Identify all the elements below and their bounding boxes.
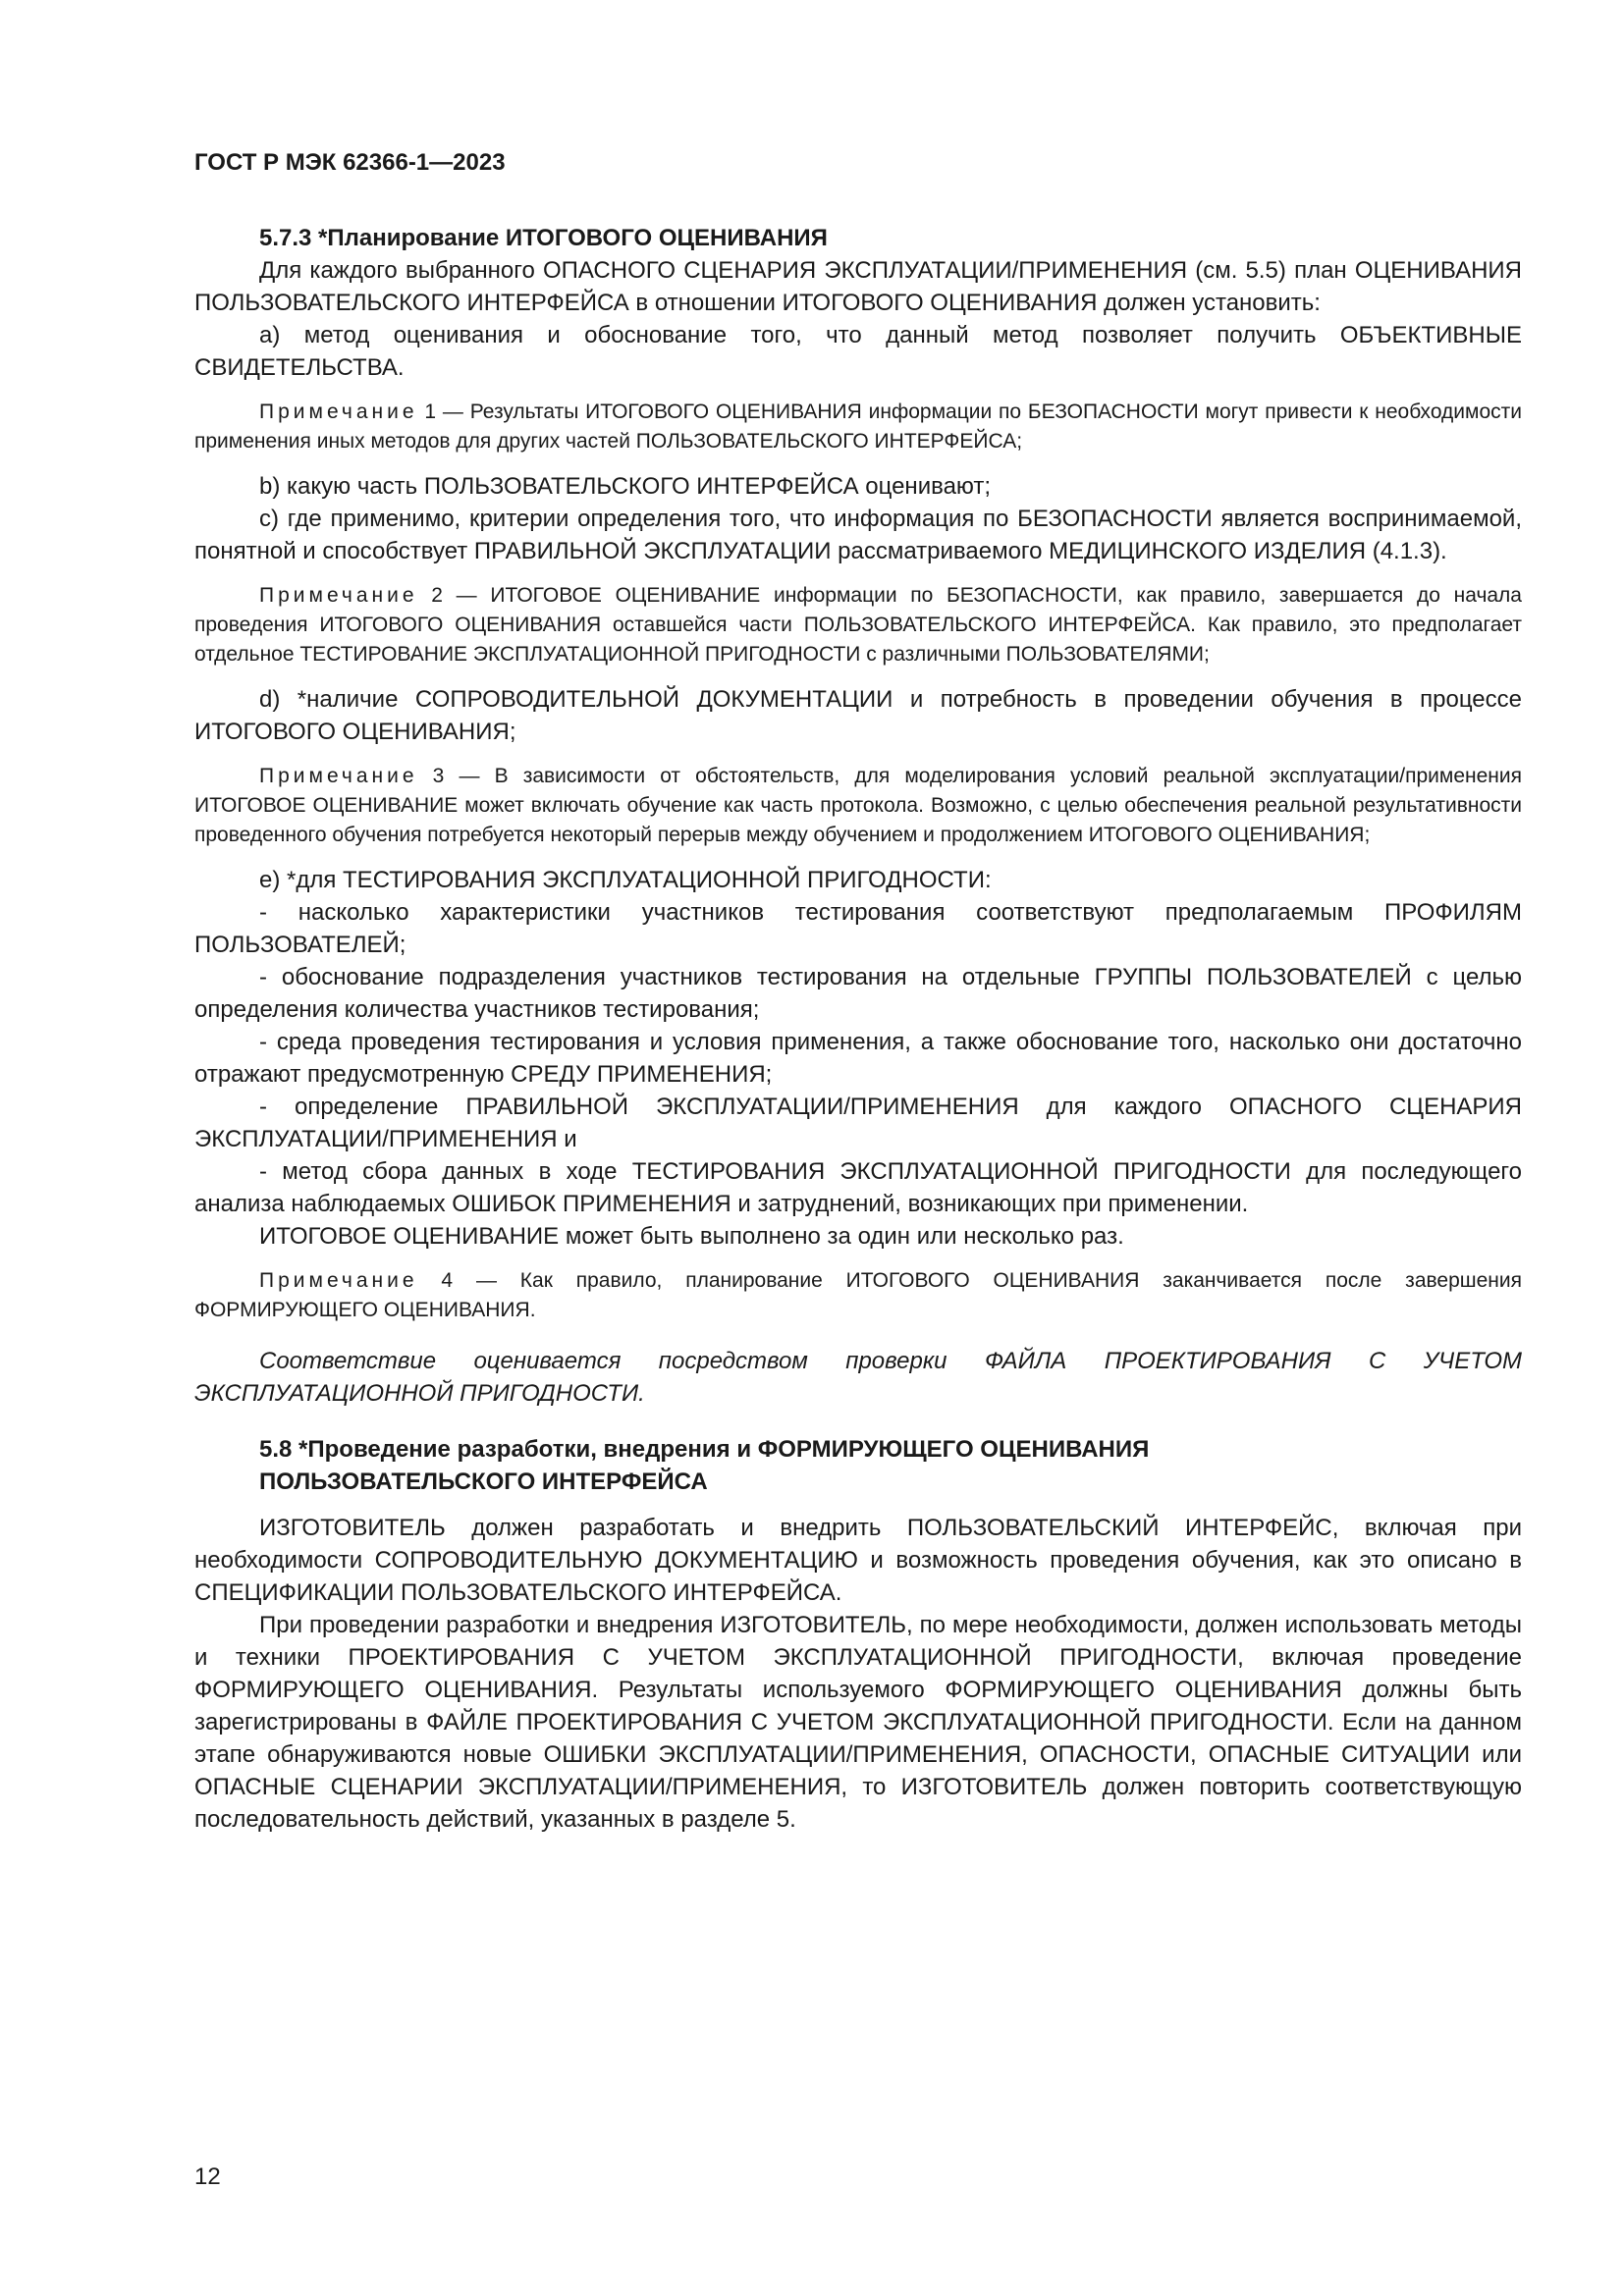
paragraph: ИЗГОТОВИТЕЛЬ должен разработать и внедрить ПОЛЬЗОВАТЕЛЬСКИЙ ИНТЕРФЕЙС, включая при необходимости СОПРОВОДИТЕЛЬНУЮ ДОКУМЕНТАЦИЮ и возможность проведения обучения, как это описано в СПЕЦИФИКАЦИИ ПОЛЬЗОВАТЕЛЬСКОГО ИНТЕРФЕЙСА. — [194, 1515, 1522, 1606]
page-number: 12 — [194, 2163, 221, 2190]
note-label: Примечание — [259, 1269, 418, 1292]
section-title-line: ПОЛЬЗОВАТЕЛЬСКОГО ИНТЕРФЕЙСА — [259, 1468, 708, 1495]
list-subitem: - метод сбора данных в ходе ТЕСТИРОВАНИЯ ЭКСПЛУАТАЦИОННОЙ ПРИГОДНОСТИ для последующего анализа наблюдаемых ОШИБОК ПРИМЕНЕНИЯ и затруднений, возникающих при применении. — [194, 1158, 1522, 1217]
note-text: 3 — В зависимости от обстоятельств, для моделирования условий реальной эксплуатации/применения ИТОГОВОЕ ОЦЕНИВАНИЕ может включать обучение как часть протокола. Возможно, с целью обеспечения реальной результативности проведенного обучения потребуется некоторый перерыв между обучением и продолжением ИТОГОВОГО ОЦЕНИВАНИЯ; — [194, 765, 1522, 846]
note-3 — [194, 762, 1522, 850]
paragraph: Для каждого выбранного ОПАСНОГО СЦЕНАРИЯ ЭКСПЛУАТАЦИИ/ПРИМЕНЕНИЯ (см. 5.5) план ОЦЕНИВАНИЯ ПОЛЬЗОВАТЕЛЬСКОГО ИНТЕРФЕЙСА в отношении ИТОГОВОГО ОЦЕНИВАНИЯ должен установить: — [194, 257, 1522, 316]
list-subitem: - насколько характеристики участников тестирования соответствуют предполагаемым ПРОФИЛЯМ ПОЛЬЗОВАТЕЛЕЙ; — [194, 899, 1522, 958]
section-title-line: 5.8 *Проведение разработки, внедрения и ФОРМИРУЮЩЕГО ОЦЕНИВАНИЯ — [259, 1436, 1150, 1463]
note-4 — [194, 1266, 1522, 1325]
note-1 — [194, 398, 1522, 456]
note-label: Примечание — [259, 584, 418, 607]
document-id-header: ГОСТ Р МЭК 62366-1—2023 — [194, 149, 506, 176]
list-subitem: - среда проведения тестирования и условия применения, а также обоснование того, насколько они достаточно отражают предусмотренную СРЕДУ ПРИМЕНЕНИЯ; — [194, 1029, 1522, 1088]
section-5-7-3-title: 5.7.3 *Планирование ИТОГОВОГО ОЦЕНИВАНИЯ — [259, 225, 828, 251]
list-item-c: c) где применимо, критерии определения того, что информация по БЕЗОПАСНОСТИ является воспринимаемой, понятной и способствует ПРАВИЛЬНОЙ ЭКСПЛУАТАЦИИ рассматриваемого МЕДИЦИНСКОГО ИЗДЕЛИЯ (4.1.3). — [194, 506, 1522, 564]
list-subitem: - обоснование подразделения участников тестирования на отдельные ГРУППЫ ПОЛЬЗОВАТЕЛЕЙ с целью определения количества участников тестирования; — [194, 964, 1522, 1023]
page-body — [194, 222, 1522, 1836]
note-text: 1 — Результаты ИТОГОВОГО ОЦЕНИВАНИЯ информации по БЕЗОПАСНОСТИ могут привести к необходимости применения иных методов для других частей ПОЛЬЗОВАТЕЛЬСКОГО ИНТЕРФЕЙСА; — [194, 400, 1522, 453]
section-5-8-title — [259, 1433, 1522, 1498]
note-label: Примечание — [259, 765, 418, 787]
list-item-a: a) метод оценивания и обоснование того, что данный метод позволяет получить ОБЪЕКТИВНЫЕ СВИДЕТЕЛЬСТВА. — [194, 322, 1522, 381]
list-item-b: b) какую часть ПОЛЬЗОВАТЕЛЬСКОГО ИНТЕРФЕЙСА оценивают; — [259, 473, 992, 500]
list-subitem: - определение ПРАВИЛЬНОЙ ЭКСПЛУАТАЦИИ/ПРИМЕНЕНИЯ для каждого ОПАСНОГО СЦЕНАРИЯ ЭКСПЛУАТАЦИИ/ПРИМЕНЕНИЯ и — [194, 1094, 1522, 1152]
list-item-e: e) *для ТЕСТИРОВАНИЯ ЭКСПЛУАТАЦИОННОЙ ПРИГОДНОСТИ: — [259, 867, 992, 893]
note-text: 2 — ИТОГОВОЕ ОЦЕНИВАНИЕ информации по БЕЗОПАСНОСТИ, как правило, завершается до начала проведения ИТОГОВОГО ОЦЕНИВАНИЯ оставшейся части ПОЛЬЗОВАТЕЛЬСКОГО ИНТЕРФЕЙСА. Как правило, это предполагает отдельное ТЕСТИРОВАНИЕ ЭКСПЛУАТАЦИОННОЙ ПРИГОДНОСТИ с различными ПОЛЬЗОВАТЕЛЯМИ; — [194, 584, 1522, 666]
note-2 — [194, 581, 1522, 669]
list-item-d: d) *наличие СОПРОВОДИТЕЛЬНОЙ ДОКУМЕНТАЦИИ и потребность в проведении обучения в процессе ИТОГОВОГО ОЦЕНИВАНИЯ; — [194, 686, 1522, 745]
paragraph: ИТОГОВОЕ ОЦЕНИВАНИЕ может быть выполнено за один или несколько раз. — [259, 1223, 1124, 1250]
paragraph: При проведении разработки и внедрения ИЗГОТОВИТЕЛЬ, по мере необходимости, должен использовать методы и техники ПРОЕКТИРОВАНИЯ С УЧЕТОМ ЭКСПЛУАТАЦИОННОЙ ПРИГОДНОСТИ, включая проведение ФОРМИРУЮЩЕГО ОЦЕНИВАНИЯ. Результаты используемого ФОРМИРУЮЩЕГО ОЦЕНИВАНИЯ должны быть зарегистрированы в ФАЙЛЕ ПРОЕКТИРОВАНИЯ С УЧЕТОМ ЭКСПЛУАТАЦИОННОЙ ПРИГОДНОСТИ. Если на данном этапе обнаруживаются новые ОШИБКИ ЭКСПЛУАТАЦИИ/ПРИМЕНЕНИЯ, ОПАСНОСТИ, ОПАСНЫЕ СИТУАЦИИ или ОПАСНЫЕ СЦЕНАРИИ ЭКСПЛУАТАЦИИ/ПРИМЕНЕНИЯ, то ИЗГОТОВИТЕЛЬ должен повторить соответствующую последовательность действий, указанных в разделе 5. — [194, 1612, 1522, 1833]
note-text: 4 — Как правило, планирование ИТОГОВОГО ОЦЕНИВАНИЯ заканчивается после завершения ФОРМИРУЮЩЕГО ОЦЕНИВАНИЯ. — [194, 1269, 1522, 1321]
conformity-statement: Соответствие оценивается посредством проверки ФАЙЛА ПРОЕКТИРОВАНИЯ С УЧЕТОМ ЭКСПЛУАТАЦИОННОЙ ПРИГОДНОСТИ. — [194, 1348, 1522, 1407]
note-label: Примечание — [259, 400, 418, 423]
